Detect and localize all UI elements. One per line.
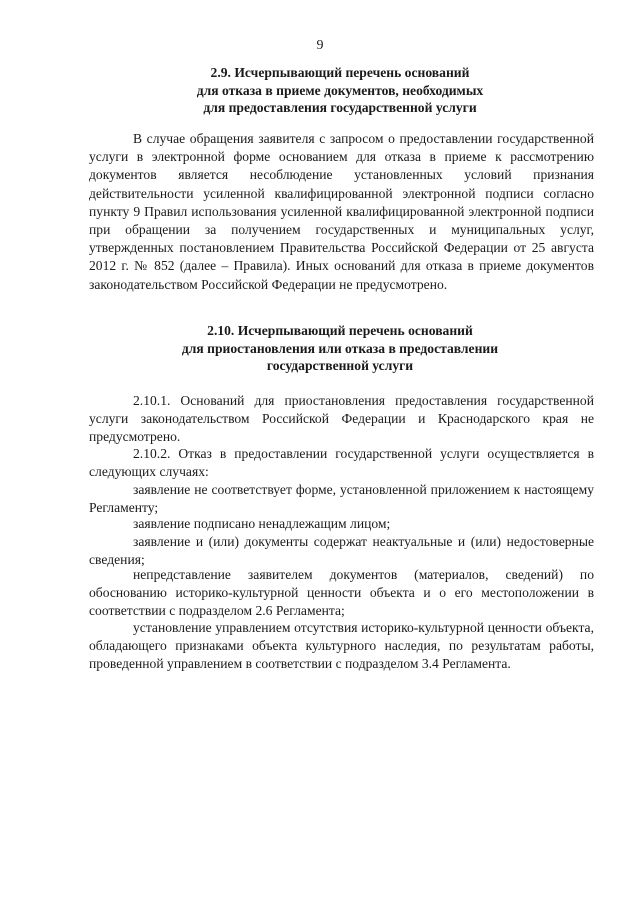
heading-line: для отказа в приеме документов, необходимых: [196, 82, 484, 98]
section-2-9-heading: [80, 64, 600, 117]
refusal-ground-value: установление управлением отсутствия историко-культурной ценности объекта, обладающего признаками объекта культурного наследия, по результатам работы, проведенной управлением в соответствии с подразделом 3.4 Регламента.: [89, 620, 594, 672]
refusal-ground-signer: заявление подписано ненадлежащим лицом;: [133, 516, 391, 531]
page-number: 9: [316, 38, 324, 53]
section-2-10-heading: [80, 322, 600, 375]
refusal-ground-data: заявление и (или) документы содержат неактуальные и (или) недостоверные сведения;: [89, 534, 594, 568]
heading-line: 2.10. Исчерпывающий перечень оснований: [207, 323, 473, 338]
heading-line: для приостановления или отказа в предоставлении: [181, 340, 499, 356]
heading-line: государственной услуги: [266, 358, 414, 373]
heading-line: 2.9. Исчерпывающий перечень оснований: [210, 65, 470, 80]
heading-line: для предоставления государственной услуги: [203, 100, 477, 115]
refusal-ground-documents: непредставление заявителем документов (материалов, сведений) по обоснованию историко-культурной ценности объекта и о его местоположении в соответствии с подразделом 2.6 Регламента;: [89, 567, 594, 619]
section-2-9-paragraph: В случае обращения заявителя с запросом о предоставлении государственной услуги в электронной форме основанием для отказа в приеме к рассмотрению документов является несоблюдение установленных условий признания действительности усиленной квалифицированной электронной подписи согласно пункту 9 Правил использования усиленной квалифицированной электронной подписи при обращении за получением государственных и муниципальных услуг, утвержденных постановлением Правительства Российской Федерации от 25 августа 2012 г. № 852 (далее – Правила). Иных оснований для отказа в приеме документов законодательством Российской Федерации не предусмотрено.: [89, 131, 594, 292]
refusal-ground-form: заявление не соответствует форме, установленной приложением к настоящему Регламенту;: [89, 482, 594, 516]
paragraph-2-10-1: 2.10.1. Оснований для приостановления предоставления государственной услуги законодательством Российской Федерации и Краснодарского края не предусмотрено.: [89, 393, 594, 445]
paragraph-2-10-2: 2.10.2. Отказ в предоставлении государственной услуги осуществляется в следующих случаях:: [89, 446, 594, 480]
